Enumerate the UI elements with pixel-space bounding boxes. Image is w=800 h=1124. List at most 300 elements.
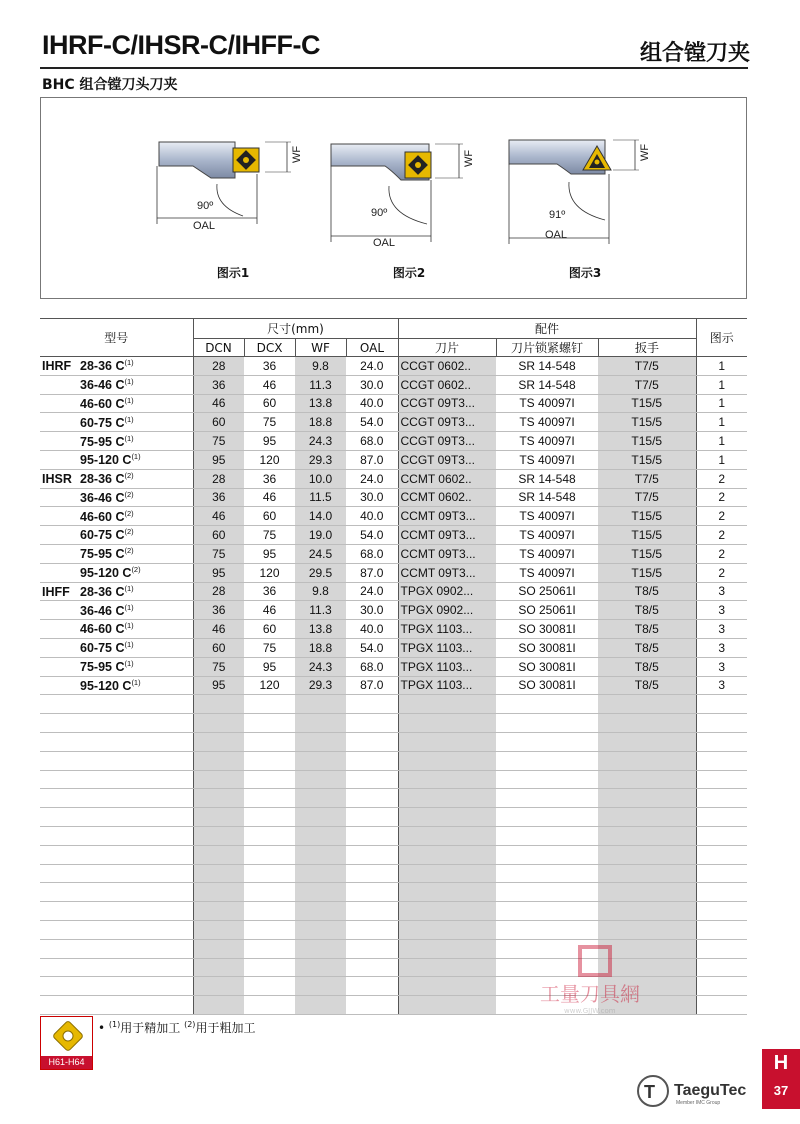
oal-cell: 54.0 <box>346 526 398 545</box>
empty-cell <box>598 920 696 939</box>
model-note: (1) <box>124 358 134 368</box>
figure-1-angle-label: 90º <box>197 200 214 212</box>
figure-cell: 3 <box>696 601 747 620</box>
empty-cell <box>696 977 747 996</box>
footnote-bullet: • <box>98 1021 106 1035</box>
figure-3-wf-label: WF <box>639 143 651 161</box>
insert-cell: CCMT 09T3... <box>398 544 496 563</box>
dcn-cell: 36 <box>193 601 244 620</box>
empty-cell <box>598 732 696 751</box>
wf-cell: 29.3 <box>295 450 346 469</box>
empty-cell <box>40 789 193 808</box>
insert-cell: TPGX 0902... <box>398 601 496 620</box>
wrench-cell: T8/5 <box>598 582 696 601</box>
empty-cell <box>244 958 295 977</box>
figure-cell: 2 <box>696 526 747 545</box>
empty-cell <box>40 695 193 714</box>
oal-cell: 68.0 <box>346 657 398 676</box>
empty-cell <box>598 864 696 883</box>
model-code: 95-120 C <box>80 679 132 694</box>
model-cell <box>40 676 193 695</box>
empty-row <box>40 714 747 733</box>
empty-cell <box>696 789 747 808</box>
taegutec-logo-icon <box>636 1074 670 1108</box>
header-figure: 图示 <box>696 319 747 357</box>
empty-cell <box>244 977 295 996</box>
header-insert: 刀片 <box>398 339 496 357</box>
wrench-cell: T15/5 <box>598 450 696 469</box>
wrench-cell: T7/5 <box>598 357 696 376</box>
figure-1-oal-label: OAL <box>193 220 216 232</box>
header-size: 尺寸(mm) <box>193 319 398 339</box>
section-tab <box>762 1049 800 1109</box>
empty-cell <box>193 902 244 921</box>
oal-cell: 87.0 <box>346 676 398 695</box>
screw-cell: SR 14-548 <box>496 469 598 488</box>
insert-cell: CCMT 09T3... <box>398 507 496 526</box>
wf-cell: 11.5 <box>295 488 346 507</box>
figure-cell: 3 <box>696 676 747 695</box>
empty-row <box>40 751 747 770</box>
oal-cell: 87.0 <box>346 450 398 469</box>
insert-cell: TPGX 1103... <box>398 676 496 695</box>
wf-cell: 9.8 <box>295 582 346 601</box>
dcn-cell: 60 <box>193 413 244 432</box>
screw-cell: SO 25061I <box>496 601 598 620</box>
empty-cell <box>598 770 696 789</box>
empty-cell <box>398 939 496 958</box>
table-row <box>40 657 747 676</box>
wrench-cell: T15/5 <box>598 394 696 413</box>
empty-cell <box>696 920 747 939</box>
model-code: 36-46 C <box>80 491 125 506</box>
insert-cell: CCGT 0602.. <box>398 375 496 394</box>
empty-cell <box>496 770 598 789</box>
figure-3 <box>505 98 665 298</box>
watermark-text: 工量刀具網 <box>540 982 640 1006</box>
insert-cell: CCGT 0602.. <box>398 357 496 376</box>
dcx-cell: 95 <box>244 657 295 676</box>
screw-cell: TS 40097I <box>496 563 598 582</box>
empty-cell <box>696 770 747 789</box>
figure-cell: 1 <box>696 375 747 394</box>
empty-cell <box>295 920 346 939</box>
dcn-cell: 75 <box>193 544 244 563</box>
empty-row <box>40 864 747 883</box>
empty-cell <box>40 920 193 939</box>
empty-cell <box>295 789 346 808</box>
header-screw: 刀片锁紧螺钉 <box>496 339 598 357</box>
insert-reference-badge <box>40 1016 93 1070</box>
dcn-cell: 75 <box>193 657 244 676</box>
model-cell <box>40 526 193 545</box>
wrench-cell: T7/5 <box>598 469 696 488</box>
empty-cell <box>398 695 496 714</box>
model-code: 46-60 C <box>80 397 125 412</box>
oal-cell: 87.0 <box>346 563 398 582</box>
header-dcn: DCN <box>193 339 244 357</box>
wf-cell: 29.5 <box>295 563 346 582</box>
empty-cell <box>346 714 398 733</box>
dcn-cell: 75 <box>193 432 244 451</box>
empty-cell <box>496 789 598 808</box>
wrench-cell: T15/5 <box>598 507 696 526</box>
dcn-cell: 46 <box>193 620 244 639</box>
model-code: 46-60 C <box>80 622 125 637</box>
model-code: 28-36 C <box>80 472 125 487</box>
empty-cell <box>295 883 346 902</box>
figure-cell: 1 <box>696 432 747 451</box>
model-code: 75-95 C <box>80 660 125 675</box>
empty-cell <box>398 808 496 827</box>
empty-cell <box>496 732 598 751</box>
empty-row <box>40 883 747 902</box>
screw-cell: SO 30081I <box>496 638 598 657</box>
empty-row <box>40 920 747 939</box>
model-note: (2) <box>124 527 134 537</box>
wf-cell: 18.8 <box>295 638 346 657</box>
header-model: 型号 <box>40 319 193 357</box>
empty-cell <box>193 770 244 789</box>
figure-1-caption: 图示1 <box>216 266 250 280</box>
insert-cell: CCGT 09T3... <box>398 432 496 451</box>
empty-cell <box>696 714 747 733</box>
model-cell <box>40 601 193 620</box>
figure-cell: 3 <box>696 638 747 657</box>
empty-cell <box>193 920 244 939</box>
table-row <box>40 394 747 413</box>
oal-cell: 30.0 <box>346 601 398 620</box>
empty-cell <box>244 751 295 770</box>
model-code: 28-36 C <box>80 585 125 600</box>
empty-cell <box>696 808 747 827</box>
figure-3-angle-label: 91º <box>549 209 566 221</box>
empty-cell <box>598 826 696 845</box>
model-code: 60-75 C <box>80 641 125 656</box>
wrench-cell: T15/5 <box>598 413 696 432</box>
model-code: 75-95 C <box>80 547 125 562</box>
empty-row <box>40 826 747 845</box>
empty-cell <box>398 920 496 939</box>
table-row <box>40 432 747 451</box>
diagram-panel <box>40 97 747 299</box>
empty-cell <box>193 808 244 827</box>
empty-cell <box>346 977 398 996</box>
empty-cell <box>295 751 346 770</box>
table-row <box>40 413 747 432</box>
empty-cell <box>496 902 598 921</box>
dcn-cell: 28 <box>193 469 244 488</box>
figure-2-oal-label: OAL <box>373 237 396 249</box>
model-note: (1) <box>124 433 134 443</box>
empty-cell <box>398 845 496 864</box>
dcx-cell: 36 <box>244 582 295 601</box>
empty-cell <box>40 883 193 902</box>
figure-cell: 2 <box>696 469 747 488</box>
dcx-cell: 95 <box>244 432 295 451</box>
dcn-cell: 60 <box>193 526 244 545</box>
header-wf: WF <box>295 339 346 357</box>
empty-cell <box>295 732 346 751</box>
screw-cell: SR 14-548 <box>496 375 598 394</box>
empty-cell <box>598 902 696 921</box>
empty-cell <box>346 920 398 939</box>
empty-cell <box>295 939 346 958</box>
figure-2-drawing <box>329 98 489 258</box>
dcn-cell: 95 <box>193 450 244 469</box>
wrench-cell: T8/5 <box>598 676 696 695</box>
table-row <box>40 507 747 526</box>
table-row <box>40 601 747 620</box>
insert-cell: CCGT 09T3... <box>398 450 496 469</box>
model-note: (2) <box>124 489 134 499</box>
dcx-cell: 120 <box>244 676 295 695</box>
dcx-cell: 60 <box>244 620 295 639</box>
wrench-cell: T15/5 <box>598 563 696 582</box>
model-code: 95-120 C <box>80 566 132 581</box>
empty-cell <box>398 864 496 883</box>
section-letter: H <box>773 1052 789 1074</box>
model-cell <box>40 450 193 469</box>
table-row <box>40 357 747 376</box>
empty-cell <box>696 751 747 770</box>
watermark-url: www.GJJW.com <box>564 1007 616 1015</box>
figure-cell: 1 <box>696 357 747 376</box>
oal-cell: 30.0 <box>346 488 398 507</box>
empty-cell <box>398 751 496 770</box>
empty-cell <box>598 883 696 902</box>
empty-cell <box>40 977 193 996</box>
empty-cell <box>346 845 398 864</box>
insert-cell: CCMT 09T3... <box>398 563 496 582</box>
model-prefix: IHRF <box>42 359 72 374</box>
model-note: (2) <box>124 471 134 481</box>
figure-2-wf-label: WF <box>463 149 475 167</box>
empty-cell <box>40 864 193 883</box>
figure-cell: 1 <box>696 394 747 413</box>
empty-cell <box>346 789 398 808</box>
wrench-cell: T8/5 <box>598 657 696 676</box>
oal-cell: 68.0 <box>346 544 398 563</box>
header-dcx: DCX <box>244 339 295 357</box>
empty-cell <box>346 996 398 1015</box>
empty-cell <box>398 902 496 921</box>
badge-label: H61-H64 <box>41 1056 92 1069</box>
empty-row <box>40 695 747 714</box>
dcx-cell: 120 <box>244 450 295 469</box>
empty-cell <box>346 902 398 921</box>
model-note: (1) <box>124 640 134 650</box>
screw-cell: SO 30081I <box>496 676 598 695</box>
empty-cell <box>696 939 747 958</box>
footnote <box>98 1019 255 1036</box>
empty-cell <box>193 939 244 958</box>
empty-cell <box>496 751 598 770</box>
empty-cell <box>244 714 295 733</box>
dcx-cell: 46 <box>244 488 295 507</box>
empty-cell <box>193 732 244 751</box>
empty-cell <box>346 883 398 902</box>
model-note: (2) <box>124 508 134 518</box>
footnote-1-mark: (1) <box>108 1020 121 1029</box>
empty-cell <box>398 883 496 902</box>
empty-cell <box>598 789 696 808</box>
model-cell <box>40 375 193 394</box>
wf-cell: 19.0 <box>295 526 346 545</box>
insert-icon <box>41 1017 94 1057</box>
model-note: (2) <box>124 546 134 556</box>
empty-cell <box>244 732 295 751</box>
empty-cell <box>193 977 244 996</box>
insert-cell: CCMT 0602.. <box>398 469 496 488</box>
empty-row <box>40 789 747 808</box>
header-oal: OAL <box>346 339 398 357</box>
dcx-cell: 46 <box>244 601 295 620</box>
figure-cell: 1 <box>696 413 747 432</box>
dcx-cell: 95 <box>244 544 295 563</box>
table-row <box>40 620 747 639</box>
page-title-cn: 组合镗刀夹 <box>639 41 750 66</box>
model-cell <box>40 563 193 582</box>
empty-cell <box>346 958 398 977</box>
empty-cell <box>295 845 346 864</box>
empty-cell <box>496 714 598 733</box>
screw-cell: SO 30081I <box>496 657 598 676</box>
empty-cell <box>496 920 598 939</box>
empty-cell <box>346 751 398 770</box>
figure-3-drawing <box>505 98 665 258</box>
empty-cell <box>598 808 696 827</box>
screw-cell: TS 40097I <box>496 526 598 545</box>
figure-cell: 3 <box>696 582 747 601</box>
table-row <box>40 563 747 582</box>
empty-row <box>40 732 747 751</box>
insert-cell: TPGX 0902... <box>398 582 496 601</box>
empty-cell <box>696 958 747 977</box>
empty-cell <box>295 864 346 883</box>
empty-cell <box>398 826 496 845</box>
empty-cell <box>295 902 346 921</box>
model-note: (1) <box>124 602 134 612</box>
dcn-cell: 36 <box>193 488 244 507</box>
figure-3-caption: 图示3 <box>568 266 602 280</box>
dcn-cell: 46 <box>193 394 244 413</box>
oal-cell: 40.0 <box>346 507 398 526</box>
dcx-cell: 75 <box>244 413 295 432</box>
screw-cell: SR 14-548 <box>496 488 598 507</box>
screw-cell: TS 40097I <box>496 450 598 469</box>
screw-cell: TS 40097I <box>496 544 598 563</box>
empty-cell <box>598 845 696 864</box>
model-cell <box>40 394 193 413</box>
figure-cell: 2 <box>696 507 747 526</box>
empty-cell <box>193 695 244 714</box>
dcx-cell: 120 <box>244 563 295 582</box>
empty-cell <box>295 996 346 1015</box>
oal-cell: 40.0 <box>346 394 398 413</box>
oal-cell: 24.0 <box>346 582 398 601</box>
empty-cell <box>295 714 346 733</box>
screw-cell: SO 30081I <box>496 620 598 639</box>
table-row <box>40 450 747 469</box>
screw-cell: TS 40097I <box>496 432 598 451</box>
insert-cell: TPGX 1103... <box>398 620 496 639</box>
empty-cell <box>496 864 598 883</box>
insert-cell: CCGT 09T3... <box>398 394 496 413</box>
dcx-cell: 60 <box>244 507 295 526</box>
figure-2-caption: 图示2 <box>392 266 426 280</box>
wrench-cell: T15/5 <box>598 526 696 545</box>
model-code: 28-36 C <box>80 359 125 374</box>
empty-cell <box>696 864 747 883</box>
model-code: 36-46 C <box>80 603 125 618</box>
empty-cell <box>40 714 193 733</box>
empty-cell <box>40 808 193 827</box>
model-cell <box>40 620 193 639</box>
brand-logo <box>636 1074 751 1110</box>
empty-cell <box>193 751 244 770</box>
model-cell <box>40 507 193 526</box>
model-note: (1) <box>124 659 134 669</box>
wf-cell: 13.8 <box>295 620 346 639</box>
empty-cell <box>696 845 747 864</box>
empty-cell <box>496 826 598 845</box>
table-row <box>40 544 747 563</box>
table-row <box>40 676 747 695</box>
model-code: 95-120 C <box>80 453 132 468</box>
header-wrench: 扳手 <box>598 339 696 357</box>
page-number: 37 <box>773 1083 789 1098</box>
empty-cell <box>193 883 244 902</box>
empty-cell <box>40 751 193 770</box>
oal-cell: 54.0 <box>346 638 398 657</box>
wf-cell: 24.5 <box>295 544 346 563</box>
model-cell <box>40 657 193 676</box>
figure-1-drawing <box>153 98 313 258</box>
empty-cell <box>244 864 295 883</box>
table-row <box>40 375 747 394</box>
insert-cell: TPGX 1103... <box>398 657 496 676</box>
empty-cell <box>696 996 747 1015</box>
empty-cell <box>40 826 193 845</box>
empty-cell <box>193 996 244 1015</box>
empty-cell <box>496 695 598 714</box>
empty-row <box>40 845 747 864</box>
model-cell <box>40 488 193 507</box>
screw-cell: SR 14-548 <box>496 357 598 376</box>
figure-cell: 2 <box>696 563 747 582</box>
empty-cell <box>40 939 193 958</box>
oal-cell: 54.0 <box>346 413 398 432</box>
wrench-cell: T8/5 <box>598 638 696 657</box>
empty-cell <box>696 732 747 751</box>
dcn-cell: 28 <box>193 582 244 601</box>
model-cell <box>40 638 193 657</box>
dcx-cell: 60 <box>244 394 295 413</box>
empty-cell <box>193 826 244 845</box>
oal-cell: 30.0 <box>346 375 398 394</box>
wf-cell: 24.3 <box>295 657 346 676</box>
model-cell <box>40 582 193 601</box>
wrench-cell: T15/5 <box>598 432 696 451</box>
model-note: (1) <box>124 377 134 387</box>
empty-row <box>40 902 747 921</box>
footnote-2-mark: (2) <box>184 1020 196 1029</box>
dcn-cell: 28 <box>193 357 244 376</box>
wrench-cell: T7/5 <box>598 488 696 507</box>
wrench-cell: T8/5 <box>598 601 696 620</box>
wf-cell: 18.8 <box>295 413 346 432</box>
